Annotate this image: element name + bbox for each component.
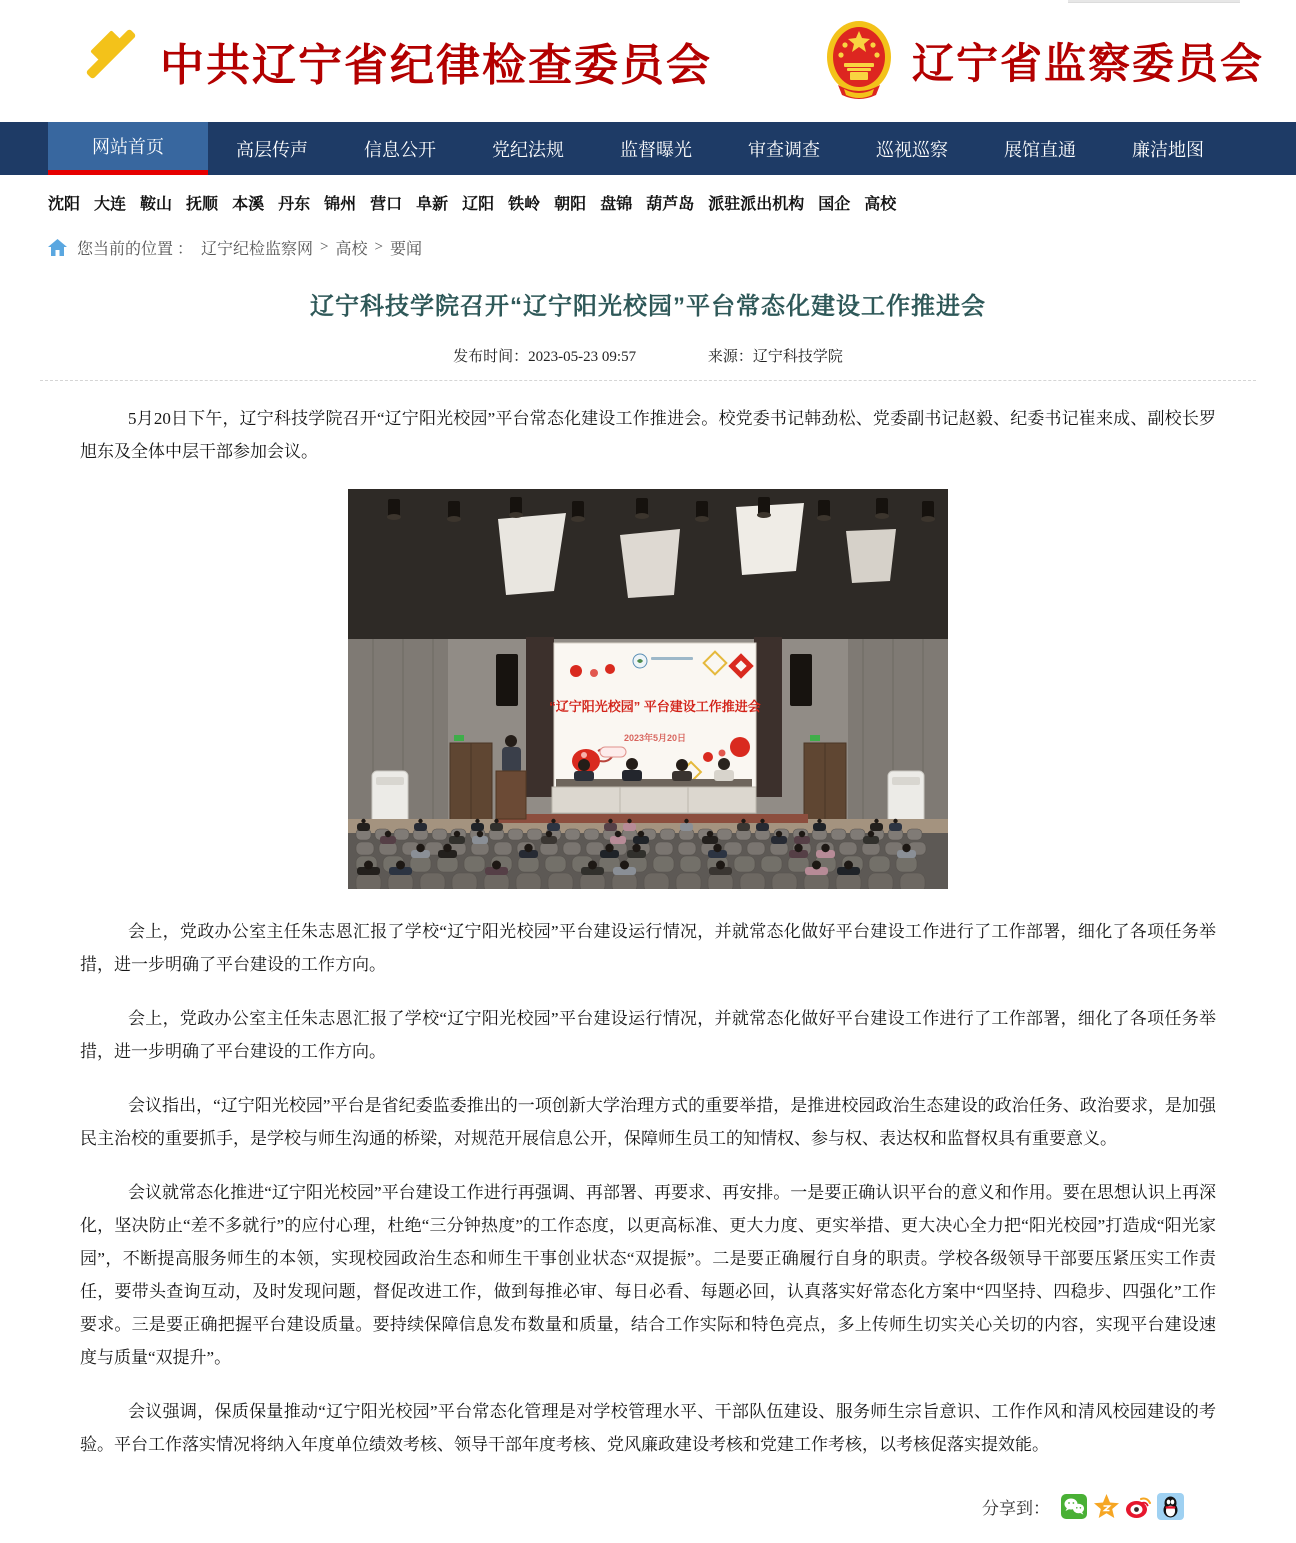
article-body (0, 402, 1296, 1461)
bottom-spacer (0, 1523, 1296, 1543)
region-link[interactable]: 铁岭 (508, 196, 541, 213)
paragraph: 会上，党政办公室主任朱志恩汇报了学校“辽宁阳光校园”平台建设运行情况，并就常态化做好平台建设工作进行了工作部署，细化了各项任务举措，进一步明确了平台建设的工作方向。 (80, 1009, 1216, 1061)
region-link[interactable]: 丹东 (278, 196, 311, 213)
region-link[interactable]: 沈阳 (48, 196, 81, 213)
region-link[interactable]: 国企 (818, 196, 851, 213)
region-link[interactable]: 营口 (370, 196, 403, 213)
breadcrumb-separator: > (374, 238, 383, 255)
site-title-left: 中共辽宁省纪律检查委员会 (160, 41, 712, 90)
paragraph: 会议强调，保质保量推动“辽宁阳光校园”平台常态化管理是对学校管理水平、干部队伍建设、服务师生宗旨意识、工作作风和清风校园建设的考验。平台工作落实情况将纳入年度单位绩效考核、领导干部年度考核、党风廉政建设考核和党建工作考核，以考核促落实提效能。 (80, 1402, 1216, 1454)
nav-item-jiandu[interactable]: 监督曝光 (620, 139, 692, 160)
breadcrumb-site[interactable]: 辽宁纪检监察网 (201, 240, 314, 258)
home-icon[interactable] (48, 239, 67, 256)
weibo-share-icon[interactable] (1125, 1493, 1152, 1520)
wechat-share-icon[interactable] (1061, 1493, 1088, 1520)
breadcrumb (0, 220, 1296, 260)
discipline-commission-brand (72, 19, 712, 103)
paragraph: 会议指出，“辽宁阳光校园”平台是省纪委监委推出的一项创新大学治理方式的重要举措，是推进校园政治生态建设的政治任务、政治要求，是加强民主治校的重要抓手，是学校与师生沟通的桥梁，对规范开展信息公开，保障师生员工的知情权、参与权、表达权和监督权具有重要意义。 (80, 1096, 1216, 1148)
paragraph: 会上，党政办公室主任朱志恩汇报了学校“辽宁阳光校园”平台建设运行情况，并就常态化做好平台建设工作进行了工作部署，细化了各项任务举措，进一步明确了平台建设的工作方向。 (80, 922, 1216, 974)
screen-date: 2023年5月20日 (623, 733, 687, 743)
qzone-share-icon[interactable] (1093, 1493, 1120, 1520)
conference-hall-photo (348, 489, 948, 889)
region-link[interactable]: 抚顺 (186, 196, 219, 213)
party-emblem-icon (72, 19, 150, 103)
breadcrumb-prefix: 您当前的位置 ： (77, 240, 194, 258)
breadcrumb-section[interactable]: 高校 (335, 240, 368, 258)
region-link[interactable]: 大连 (94, 196, 127, 213)
region-link[interactable]: 盘锦 (600, 196, 633, 213)
share-label: 分享到： (982, 1498, 1050, 1518)
paragraph: 5月20日下午，辽宁科技学院召开“辽宁阳光校园”平台常态化建设工作推进会。校党委书记韩劲松、党委副书记赵毅、纪委书记崔来成、副校长罗旭东及全体中层干部参加会议。 (80, 409, 1216, 461)
nav-item-xunshi[interactable]: 巡视巡察 (876, 139, 948, 160)
region-link[interactable]: 朝阳 (554, 196, 587, 213)
main-nav (0, 122, 1296, 175)
nav-item-lianjie[interactable]: 廉洁地图 (1132, 139, 1204, 160)
region-link[interactable]: 派驻派出机构 (708, 196, 805, 213)
paragraph: 会议就常态化推进“辽宁阳光校园”平台建设工作进行再强调、再部署、再要求、再安排。一是要正确认识平台的意义和作用。要在思想认识上再深化，坚决防止“差不多就行”的应付心理，杜绝“三分钟热度”的工作态度，以更高标准、更大力度、更实举措、更大决心全力把“阳光校园”打造成“阳光家园”，不断提高服务师生的本领，实现校园政治生态和师生干事创业状态“双提振”。二是要正确履行自身的职责。学校各级领导干部要压紧压实工作责任，要带头查询互动，及时发现问题，督促改进工作，做到每推必审、每日必看、每题必回，认真落实好常态化方案中“四坚持、四稳步、四强化”工作要求。三是要正确把握平台建设质量。要持续保障信息发布数量和质量，结合工作实际和特色亮点，多上传师生切实关心关切的内容，实现平台建设速度与质量“双提升”。 (80, 1183, 1216, 1367)
article-title: 辽宁科技学院召开“辽宁阳光校园”平台常态化建设工作推进会 (310, 293, 986, 320)
dashed-divider (40, 380, 1256, 381)
nav-item-dangji[interactable]: 党纪法规 (492, 139, 564, 160)
article-meta (0, 345, 1296, 366)
breadcrumb-separator: > (320, 238, 329, 255)
site-title-right: 辽宁省监察委员会 (912, 40, 1265, 87)
qq-share-icon[interactable] (1157, 1493, 1184, 1520)
share-bar (0, 1489, 1296, 1523)
masthead (0, 0, 1296, 122)
screen-title: “辽宁阳光校园” 平台建设工作推进会 (549, 699, 761, 714)
nav-item-shencha[interactable]: 审查调查 (748, 139, 820, 160)
region-link-bar (0, 175, 1296, 220)
region-link[interactable]: 本溪 (232, 196, 265, 213)
article-photo (348, 489, 948, 894)
region-link[interactable]: 鞍山 (140, 196, 173, 213)
nav-item-xinxi[interactable]: 信息公开 (364, 139, 436, 160)
nav-item-zhanguan[interactable]: 展馆直通 (1004, 139, 1076, 160)
supervisory-commission-brand (820, 19, 1264, 103)
article-source: 来源：辽宁科技学院 (707, 349, 843, 365)
region-link[interactable]: 辽阳 (462, 196, 495, 213)
region-link[interactable]: 高校 (864, 196, 897, 213)
region-link[interactable]: 阜新 (416, 196, 449, 213)
nav-item-home[interactable]: 网站首页 (48, 122, 208, 175)
nav-item-gaoceng[interactable]: 高层传声 (236, 139, 308, 160)
region-link[interactable]: 锦州 (324, 196, 357, 213)
browser-artifact-strip (1068, 0, 1240, 3)
national-emblem-icon (820, 19, 898, 103)
region-link[interactable]: 葫芦岛 (646, 196, 695, 213)
breadcrumb-page[interactable]: 要闻 (389, 240, 422, 258)
publish-time: 发布时间：2023-05-23 09:57 (453, 349, 637, 365)
